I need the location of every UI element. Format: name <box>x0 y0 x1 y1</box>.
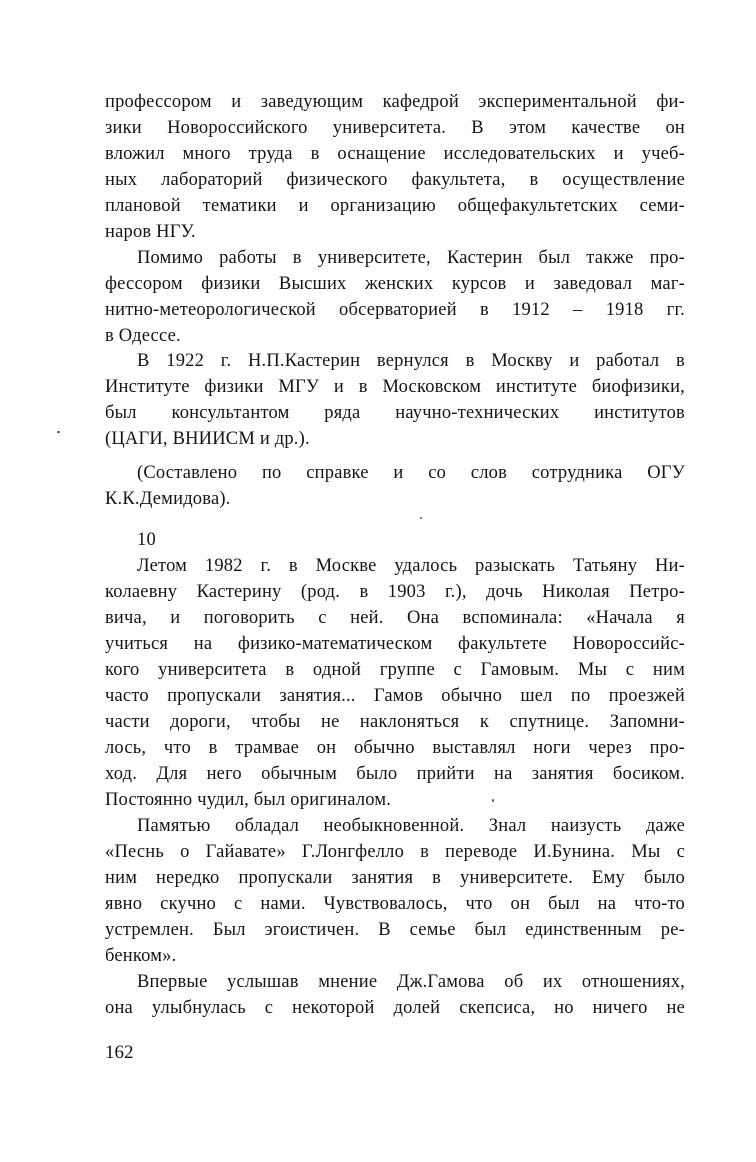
text-line: кого университета в одной группе с Гамовым. Мы с ним <box>105 660 685 680</box>
text-line: вича, и поговорить с ней. Она вспоминала: «Начала я <box>105 608 685 628</box>
text-line: (Составлено по справке и со слов сотрудника ОГУ <box>137 463 685 483</box>
text-line: Помимо работы в университете, Кастерин был также про- <box>137 248 685 268</box>
text-line: фессором физики Высших женских курсов и заведовал маг- <box>105 274 685 294</box>
text-line: «Песнь о Гайавате» Г.Лонгфелло в переводе И.Бунина. Мы с <box>105 842 685 862</box>
text-line: Впервые услышав мнение Дж.Гамова об их отношениях, <box>137 972 685 992</box>
text-line: плановой тематики и организацию общефакультетских семи- <box>105 196 685 216</box>
scan-speck <box>57 431 60 433</box>
text-line: профессором и заведующим кафедрой экспериментальной фи- <box>105 92 685 112</box>
scan-speck <box>492 799 494 802</box>
text-line: зики Новороссийского университета. В этом качестве он <box>105 118 685 138</box>
text-line: колаевну Кастерину (род. в 1903 г.), дочь Николая Петро- <box>105 582 685 602</box>
note-number: 10 <box>137 530 156 550</box>
page-number: 162 <box>105 1042 134 1063</box>
text-line: явно скучно с нами. Чувствовалось, что он был на что-то <box>105 894 685 914</box>
text-line: ход. Для него обычным было прийти на занятия босиком. <box>105 764 685 784</box>
text-line: части дороги, чтобы не наклоняться к спутнице. Запомни- <box>105 712 685 732</box>
text-line: вложил много труда в оснащение исследовательских и учеб- <box>105 144 685 164</box>
text-line: она улыбнулась с некоторой долей скепсиса, но ничего не <box>105 998 685 1018</box>
text-line: В 1922 г. Н.П.Кастерин вернулся в Москву и работал в <box>137 351 685 371</box>
text-line: в Одессе. <box>105 326 181 346</box>
text-line: часто пропускали занятия... Гамов обычно шел по проезжей <box>105 686 685 706</box>
text-line: учиться на физико-математическом факультете Новороссийс- <box>105 634 685 654</box>
scan-speck <box>420 517 422 519</box>
text-line: наров НГУ. <box>105 222 196 242</box>
text-line: Памятью обладал необыкновенной. Знал наизусть даже <box>137 816 685 836</box>
text-line: устремлен. Был эгоистичен. В семье был единственным ре- <box>105 920 685 940</box>
text-line: Летом 1982 г. в Москве удалось разыскать Татьяну Ни- <box>137 556 685 576</box>
text-line: бенком». <box>105 946 177 966</box>
text-line: нитно-метеорологической обсерваторией в 1912 – 1918 гг. <box>105 300 685 320</box>
text-line: лось, что в трамвае он обычно выставлял ноги через про- <box>105 738 685 758</box>
text-line: (ЦАГИ, ВНИИСМ и др.). <box>105 429 310 449</box>
text-line: Институте физики МГУ и в Московском институте биофизики, <box>105 377 685 397</box>
text-line: был консультантом ряда научно-технических институтов <box>105 403 685 423</box>
text-line: Постоянно чудил, был оригиналом. <box>105 790 392 810</box>
text-line: К.К.Демидова). <box>105 489 231 509</box>
text-line: ним нередко пропускали занятия в университете. Ему было <box>105 868 685 888</box>
text-line: ных лабораторий физического факультета, в осуществление <box>105 170 685 190</box>
